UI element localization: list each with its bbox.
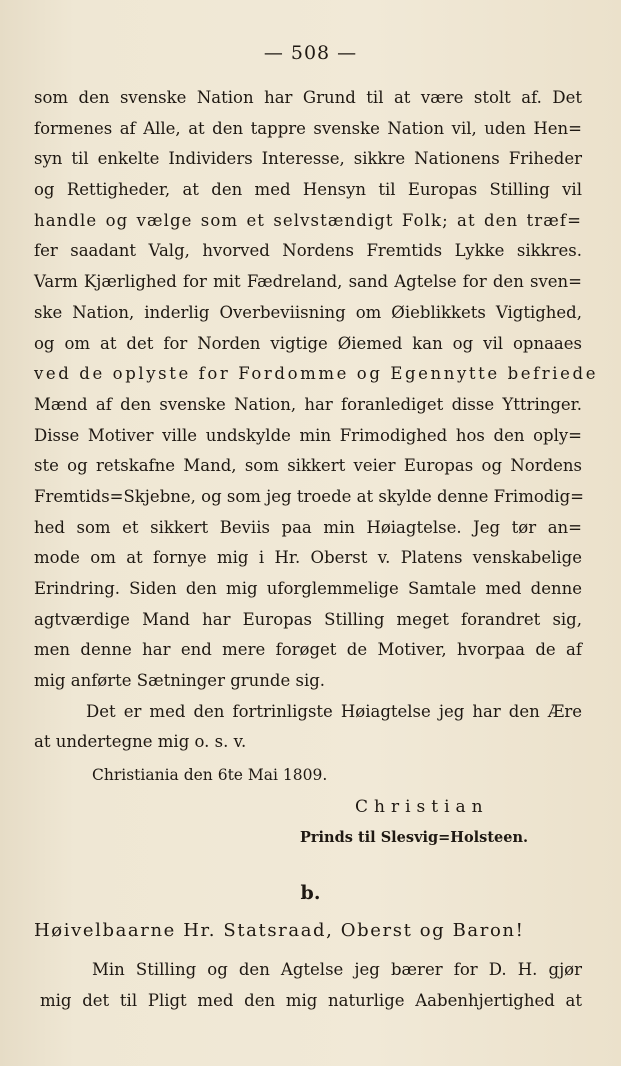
text-line: handle og vælge som et selvstændigt Folk; at den træf= [34,210,582,230]
signature-title: Prinds til Slesvig=Holsteen. [300,829,529,846]
text-line: Disse Motiver ville undskylde min Frimodighed hos den oply= [34,425,582,445]
text-line: mig det til Pligt med den mig naturlige Aabenhjertighed at [40,990,582,1010]
text-line: Varm Kjærlighed for mit Fædreland, sand Agtelse for den sven= [34,272,582,292]
page-number: — 508 — [263,42,358,64]
text-line: ste og retskafne Mand, som sikkert veier Europas og Nordens [34,456,582,476]
salutation: Høivelbaarne Hr. Statsraad, Oberst og Baron! [34,920,525,941]
signature-name: Christian [355,797,489,817]
text-line: fer saadant Valg, hvorved Nordens Fremtids Lykke sikkres. [34,241,582,261]
text-line: mode om at fornye mig i Hr. Oberst v. Platens venskabelige [34,548,582,568]
text-line: hed som et sikkert Beviis paa min Høiagtelse. Jeg tør an= [34,517,582,537]
text-line: Erindring. Siden den mig uforglemmelige Samtale med denne [34,579,582,598]
text-line: mig anførte Sætninger grunde sig. [34,671,326,691]
text-line: Min Stilling og den Agtelse jeg bærer for D. H. gjør [92,960,582,979]
text-line: og Rettigheder, at den med Hensyn til Europas Stilling vil [34,180,582,200]
text-line: ved de oplyste for Fordomme og Egennytte befriede [34,364,599,384]
letter-a-body [34,83,599,758]
dateline: Christiania den 6te Mai 1809. [92,766,328,784]
text-line: syn til enkelte Individers Interesse, sikkre Nationens Friheder [34,149,582,169]
text-line: Mænd af den svenske Nation, har foranlediget disse Yttringer. [34,394,582,414]
text-line: og om at det for Norden vigtige Øiemed kan og vil opnaaes [34,333,582,353]
text-line: ske Nation, inderlig Overbeviisning om Øieblikkets Vigtighed, [34,302,582,322]
section-marker: b. [300,882,321,904]
text-line: Fremtids=Skjebne, og som jeg troede at skylde denne Frimodig= [34,486,585,506]
text-line: formenes af Alle, at den tappre svenske Nation vil, uden Hen= [34,118,582,138]
text-line: som den svenske Nation har Grund til at være stolt af. Det [34,88,582,107]
text-line: men denne har end mere forøget de Motiver, hvorpaa de af [34,640,582,660]
text-line: at undertegne mig o. s. v. [34,732,247,752]
letter-b-body [40,955,582,1016]
text-line: Det er med den fortrinligste Høiagtelse jeg har den Ære [86,701,582,721]
text-line: agtværdige Mand har Europas Stilling meget forandret sig, [34,609,582,629]
